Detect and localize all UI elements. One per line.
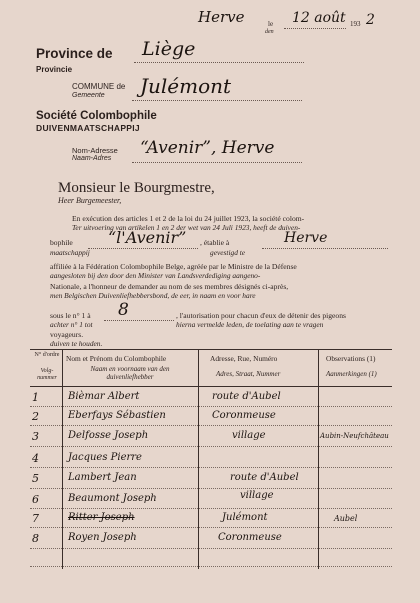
society-title-nl: DUIVENMAATSCHAPPIJ — [36, 123, 140, 133]
row-num: 3 — [32, 430, 39, 443]
header-address-nl: Adres, Straat, Nummer — [216, 370, 281, 378]
header-obs: Observations (1) — [326, 354, 376, 363]
para-1: En exécution des articles 1 et 2 de la loi du 24 juillet 1923, la société colom- — [72, 214, 305, 223]
row-address: village — [232, 430, 266, 441]
row-name: Beaumont Joseph — [68, 493, 157, 504]
bophile-label-nl: maatschappij — [50, 248, 90, 257]
bophile-label: bophile — [50, 238, 73, 247]
header-num-nl: Volg- nummer — [37, 368, 57, 381]
salutation: Monsieur le Bourgmestre, — [58, 180, 215, 196]
commune-label-nl: Gemeente — [72, 92, 105, 99]
row-num: 8 — [32, 532, 39, 545]
den-label: den — [265, 29, 274, 35]
header-name: Nom et Prénom du Colombophile — [66, 354, 167, 363]
voyageurs-text: voyageurs. — [50, 330, 84, 339]
province-label: Province de — [36, 46, 113, 61]
row-name: Jacques Pierre — [68, 452, 142, 463]
row-address: Julémont — [222, 512, 268, 523]
row-name: Eberfays Sébastien — [68, 410, 166, 421]
sous-le-label: sous le n° 1 à — [50, 311, 91, 320]
name-label-nl: Naam-Adres — [72, 155, 112, 162]
row-num: 1 — [32, 391, 39, 404]
para-2: affiliée à la Fédération Colombophile Belge, agréée par le Ministre de la Défense — [50, 262, 297, 271]
row-address: Coronmeuse — [218, 532, 282, 543]
header-name-nl: Naam en voornaam van den duivenliefhebber — [90, 365, 170, 381]
row-name: Royen Joseph — [68, 532, 137, 543]
para-2-nl: aangesloten bij den door den Minister van Landsverdediging aangeno- — [50, 271, 261, 280]
commune-value: Julémont — [140, 74, 232, 98]
row-num: 5 — [32, 472, 39, 485]
date-value: 12 août — [292, 10, 346, 26]
row-num: 4 — [32, 452, 39, 465]
autorisation-text: , l'autorisation pour chacun d'eux de détenir des pigeons — [176, 311, 346, 320]
row-address: route d'Aubel — [230, 472, 299, 483]
row-obs: Aubin-Neufchâteau — [320, 432, 389, 440]
le-label: le — [268, 20, 274, 28]
row-num: 7 — [32, 512, 39, 525]
row-obs: Aubel — [334, 514, 358, 523]
para-3-nl: men Belgischen Duivenliefhebbersbond, de eer, in naam en voor hare — [50, 291, 256, 300]
para-1-nl: Ter uitvoering van artikelen 1 en 2 der wet van 24 Juli 1923, heeft de duiven- — [72, 223, 301, 232]
row-address: village — [240, 490, 274, 501]
voyageurs-text-nl: duiven te houden. — [50, 339, 103, 348]
row-num: 2 — [32, 410, 39, 423]
name-label: Nom-Adresse — [72, 146, 118, 155]
society-title: Société Colombophile — [36, 110, 157, 122]
header-num: N° d'ordre — [34, 352, 60, 358]
row-name: Lambert Jean — [68, 472, 137, 483]
achter-label: achter n° 1 tot — [50, 320, 93, 329]
salutation-nl: Heer Burgemeester, — [58, 196, 122, 205]
place-value: Herve — [198, 8, 245, 26]
province-label-nl: Provincie — [36, 65, 73, 74]
count-value: 8 — [118, 300, 129, 320]
header-obs-nl: Aanmerkingen (1) — [326, 370, 377, 378]
year-prefix: 193 — [350, 20, 361, 28]
town-value: Herve — [284, 230, 328, 246]
autorisation-text-nl: hierna vermelde leden, de toelating aan te vragen — [176, 320, 324, 329]
year-value: 2 — [366, 12, 375, 28]
commune-label: COMMUNE de — [72, 82, 126, 91]
row-address: Coronmeuse — [212, 410, 276, 421]
row-num: 6 — [32, 493, 39, 506]
row-address: route d'Aubel — [212, 391, 281, 402]
society-value: “l'Avenir” — [108, 228, 187, 247]
etablie-label: , établie à — [200, 238, 230, 247]
row-name: Delfosse Joseph — [68, 430, 149, 441]
header-address: Adresse, Rue, Numéro — [210, 354, 278, 363]
gevestigd-label: gevestigd te — [210, 248, 246, 257]
society-name-value: “Avenir”, Herve — [140, 138, 275, 158]
row-name: Bièmar Albert — [68, 391, 140, 402]
para-3: Nationale, a l'honneur de demander au nom de ses membres désignés ci-après, — [50, 282, 289, 291]
row-name: Ritter Joseph — [68, 512, 135, 523]
province-value: Liège — [142, 38, 196, 60]
